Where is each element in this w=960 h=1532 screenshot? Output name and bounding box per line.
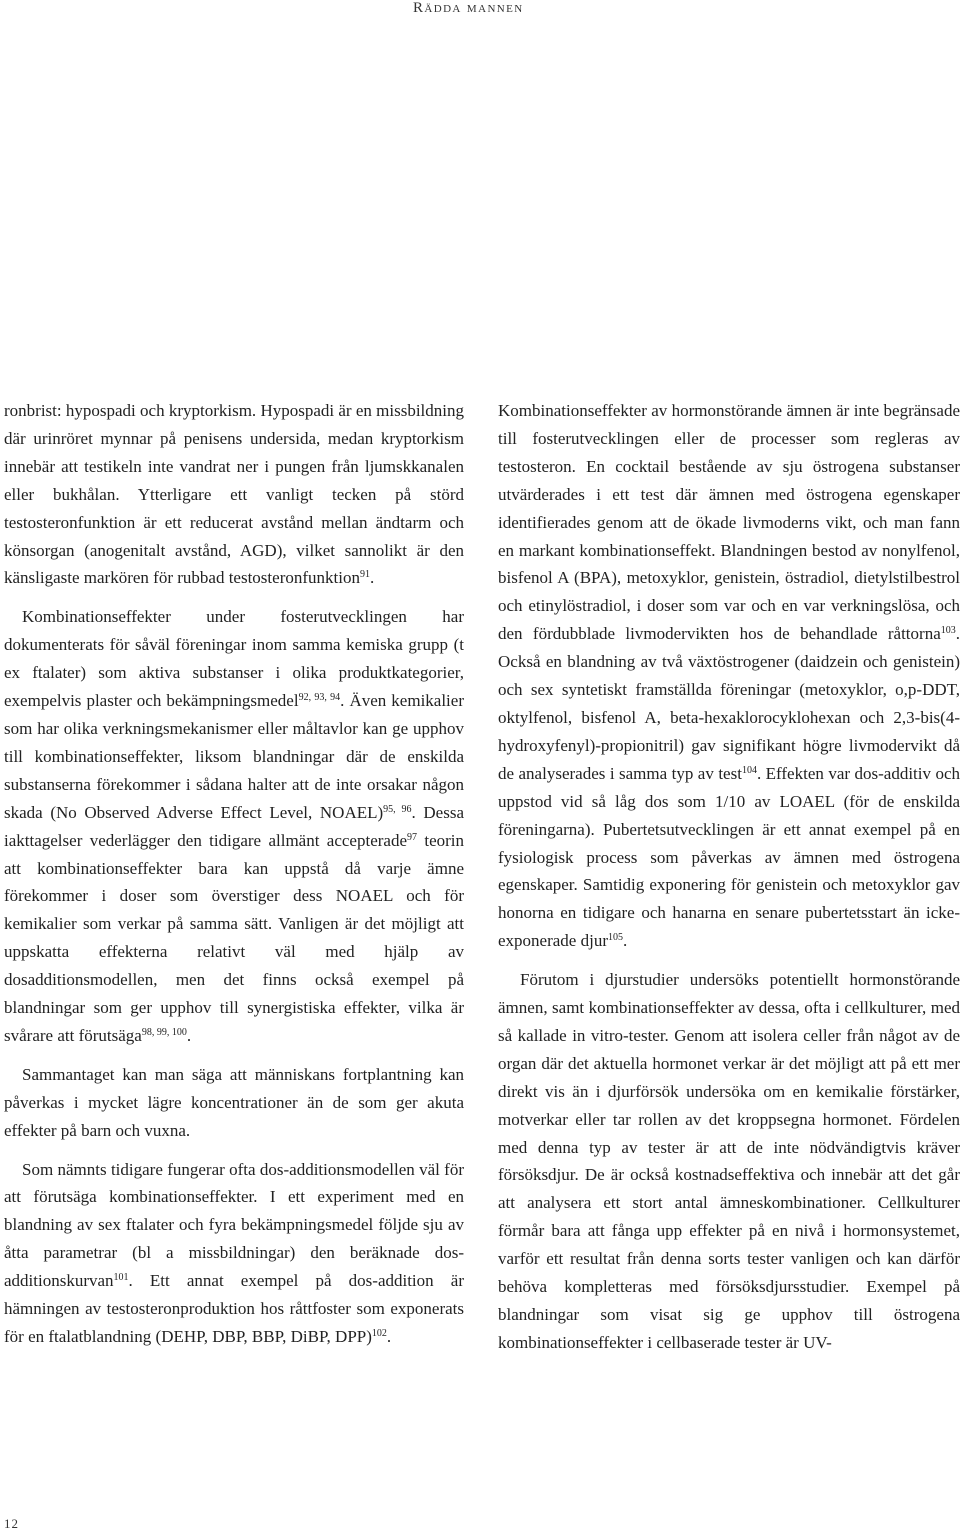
body-paragraph <box>498 966 960 1357</box>
body-paragraph <box>4 397 464 592</box>
left-column <box>4 397 464 1362</box>
footnote-reference: 103 <box>940 625 956 637</box>
body-paragraph <box>4 1156 464 1351</box>
body-paragraph <box>4 1061 464 1145</box>
paragraph-text: . Effekten var dos-additiv och uppstod vid så låg dos som 1/10 av LOAEL (för de enskilda föreningarna). Pubertetsutvecklingen är ett annat exempel på en fysiologisk process som påverkas av ämnen med östrogena egenskaper. Samtidig exponering för genistein och metoxyklor gav honorna en tidigare och hanarna en senare pubertetsstart än icke-exponerade djur <box>498 763 960 951</box>
paragraph-text: . <box>369 568 375 588</box>
paragraph-text: teorin att kombinationseffekter bara kan uppstå då varje ämne förekommer i doser som överstiger dess NOAEL och för kemikalier som verkar på samma sätt. Vanligen är det möjligt att uppskatta effekterna relativt väl med hjälp av dosadditionsmodellen, men det finns också exempel på blandningar som ger upphov till synergistiska effekter, vilka är svårare att förutsäga <box>4 830 465 1045</box>
footnote-reference: 104 <box>741 764 757 776</box>
paragraph-text: Sammantaget kan man säga att människans fortplantning kan påverkas i mycket lägre koncentrationer än de som ger akuta effekter på barn och vuxna. <box>4 1064 464 1140</box>
body-paragraph <box>4 603 464 1050</box>
footnote-reference: 102 <box>371 1328 387 1339</box>
footnote-reference: 105 <box>607 932 623 944</box>
paragraph-text: . Också en blandning av två växtöstrogener (daidzein och genistein) och sex syntetiskt framställda föreningar (metoxyklor, o,p-DDT, oktylfenol, bisfenol A, beta-hexaklorocyklohexan och 2,3-bis(4-hydroxyfenyl)-propionitril) gav signifikant högre livmodervikt då de analyserades i samma typ av test <box>498 624 960 783</box>
footnote-reference: 97 <box>407 831 417 843</box>
paragraph-text: Kombinationseffekter av hormonstörande ämnen är inte begränsade till fosterutvecklingen eller de processer som regleras av testosteron. En cocktail bestående av sju östrogena substanser utvärderades i ett test där ämnen med östrogena egenskaper identifierades genom att de ökade livmoderns vikt, och man fann en markant kombinationseffekt. Blandningen bestod av nonylfenol, bisfenol A (BPA), metoxyklor, genistein, östradiol, dietylstilbestrol och etinylöstradiol, i doser som var och en var verkningslösa, och den fördubblade livmodervikten hos de behandlade råttorna <box>498 401 960 644</box>
footnote-reference: 91 <box>359 569 370 581</box>
footnote-reference: 92, 93, 94 <box>298 692 341 704</box>
paragraph-text: . Dessa iakttagelser vederlägger den tidigare allmänt accepterade <box>4 802 465 850</box>
paragraph-text: . <box>622 931 628 951</box>
page-number: 12 <box>4 1516 19 1531</box>
paragraph-text: . <box>386 1327 392 1346</box>
paragraph-text: ronbrist: hypospadi och kryptorkism. Hypospadi är en missbildning där urinröret mynnar på penisens undersida, medan kryptorkism innebär att testikeln inte vandrat ner i pungen från ljumskkanalen eller bukhålan. Ytterligare ett vanligt tecken på störd testosteronfunktion är ett reducerat avstånd mellan ändtarm och könsorgan (anogenitalt avstånd, AGD), vilket sannolikt är den känsligaste markören för rubbad testosteronfunktion <box>4 401 464 588</box>
footnote-reference: 101 <box>113 1272 129 1284</box>
paragraph-text: Förutom i djurstudier undersöks potentiellt hormonstörande ämnen, samt kombinationseffekter av dessa, ofta i cellkulturer, med så kallade in vitro-tester. Genom att isolera celler från något av de organ där det aktuella hormonet verkar är det möjligt att på ett mer direkt vis än i djurförsök undersöka om en kemikalie förstärker, motverkar eller tar rollen av det kroppsegna hormonet. Fördelen med denna typ av tester är att de inte nödvändigtvis kräver försöksdjur. De är också kostnadseffektiva och innebär att det går att analysera ett stort antal ämneskombinationer. Cellkulturer förmår bara att fånga upp effekter på en nivå i hormonsystemet, varför ett resultat från denna sorts tester vanligen och kan därför behöva kompletteras med försöksdjursstudier. Exempel på blandningar som visat sig ge upphov till östrogena kombinationseffekter i cellbaserade tester är UV- <box>498 970 960 1352</box>
running-head: Rädda mannen <box>413 0 524 16</box>
body-paragraph <box>498 397 960 955</box>
paragraph-text: . Ett annat exempel på dos-addition är hämningen av testosteronproduktion hos råttfoster som exponerats för en ftalatblandning (DEHP, DBP, BBP, DiBP, DPP) <box>4 1271 464 1346</box>
paragraph-text: Kombinationseffekter under fosterutvecklingen har dokumenterats för såväl föreningar inom samma kemiska grupp (t ex ftalater) som aktiva substanser i olika produktkategorier, exempelvis plaster och bekämpningsmedel <box>4 607 464 711</box>
paragraph-text: Som nämnts tidigare fungerar ofta dos-additionsmodellen väl för att förutsäga kombinationseffekter. I ett experiment med en blandning av sex ftalater och fyra bekämpningsmedel följde sju av åtta parametrar (bl a missbildningar) den beräknade dos-additionskurvan <box>4 1159 464 1291</box>
footnote-reference: 95, 96 <box>383 803 412 815</box>
paragraph-text: . <box>186 1025 192 1045</box>
footnote-reference: 98, 99, 100 <box>141 1026 187 1038</box>
paragraph-text: . Även kemikalier som har olika verkningsmekanismer eller måltavlor kan ge upphov till kombinationseffekter, liksom blandningar där de enskilda substanserna förekommer i sådana halter att de inte orsakar någon skada (No Observed Adverse Effect Level, NOAEL) <box>4 691 464 822</box>
right-column <box>498 397 960 1368</box>
